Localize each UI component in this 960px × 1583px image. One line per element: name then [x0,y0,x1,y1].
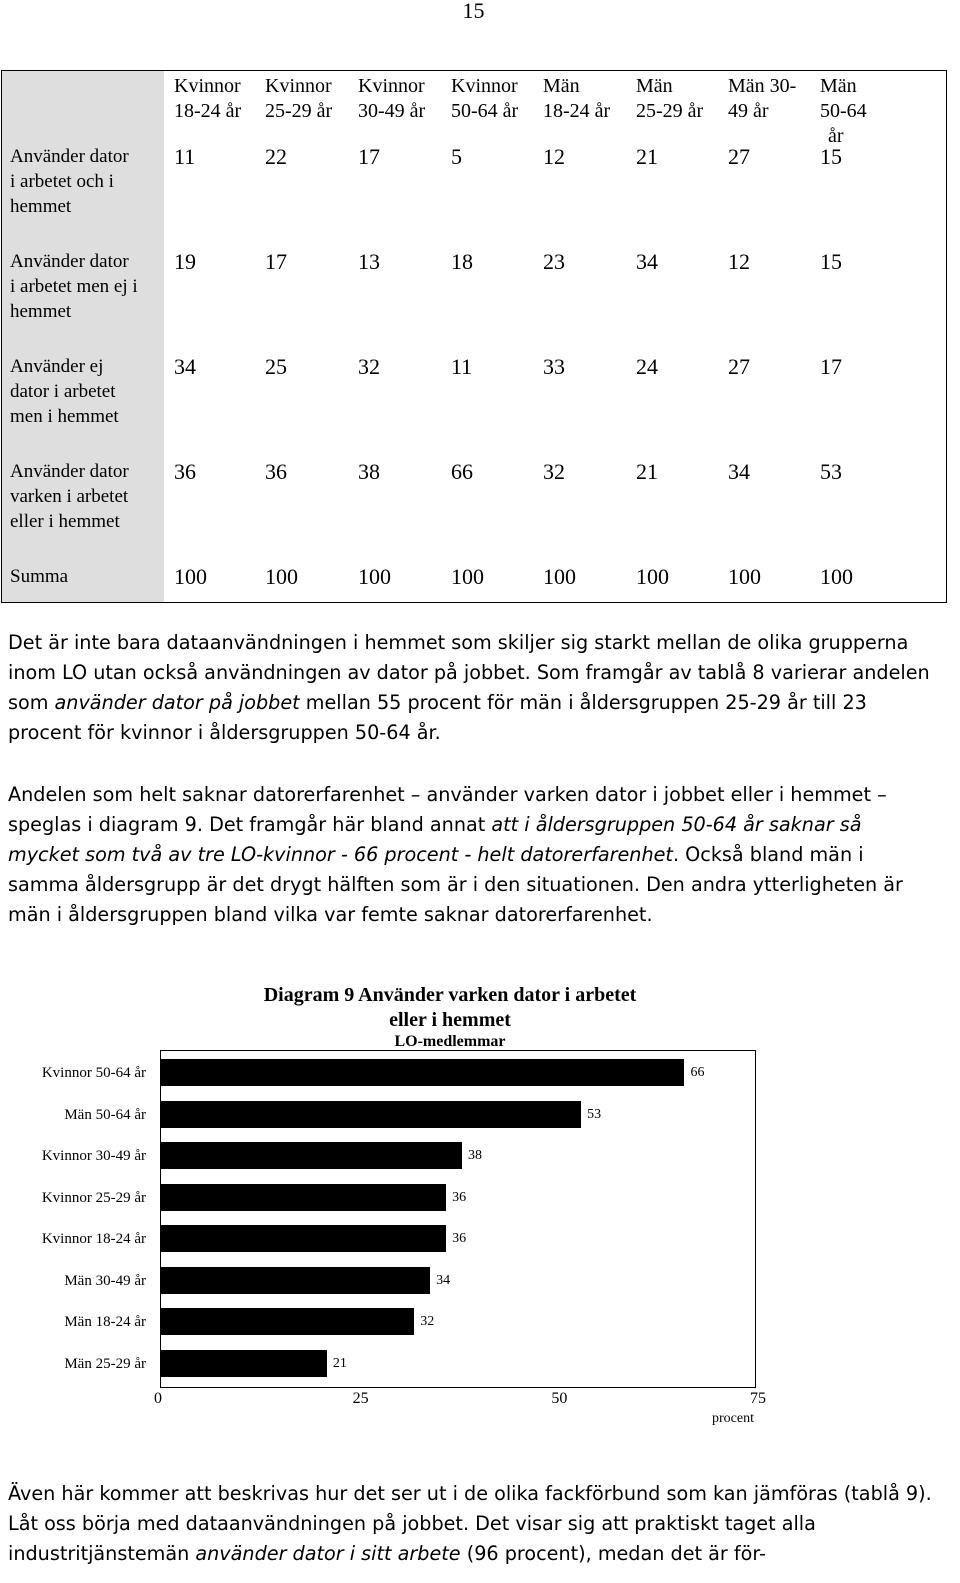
row-label: Använder dator [10,461,129,482]
x-tick-label: 0 [154,1390,162,1407]
bar-value-label: 36 [452,1231,467,1246]
table-cell: 15 [820,144,842,169]
paragraph-emphasis: använder dator i sitt arbete [195,1542,461,1565]
table-cell: 12 [543,144,565,169]
paragraph-text: Andelen som helt saknar datorerfarenhet – använder varken dator i jobbet eller i hemmet – speglas i diagram 9. Det framgår här bland annat [8,783,887,836]
table-cell: 19 [174,249,196,274]
column-header: 30-49 år [358,100,426,122]
table-cell: 100 [174,564,207,589]
column-header: Kvinnor [358,75,425,97]
paragraph-text: mellan 55 procent för män i åldersgruppen 25-29 år till 23 procent för kvinnor i åldersgruppen 50-64 år. [8,691,867,744]
table-cell: 100 [265,564,298,589]
bar [160,1059,684,1086]
bar-value-label: 21 [332,1355,347,1371]
table-cell: 18 [451,249,473,274]
row-label: men i hemmet [10,406,119,427]
category-label: Män 30-49 år [64,1272,146,1289]
x-tick-label: 50 [551,1390,568,1407]
bar [160,1184,446,1211]
table-cell: 23 [543,249,565,274]
column-header: 18-24 år [174,100,242,122]
table-cell: 34 [174,354,196,379]
bar-value-label: 66 [690,1065,705,1080]
table-cell: 33 [543,354,565,379]
category-label: Män 25-29 år [64,1355,146,1372]
bar-value-label: 34 [436,1272,451,1288]
paragraph-text: Det är inte bara dataanvändningen i hemmet som skiljer sig starkt mellan de olika grupperna inom LO utan också användningen av dator på jobbet. Som framgår av tablå 8 varierar andelen som [8,631,930,714]
category-label: Män 50-64 år [64,1106,146,1123]
table-cell: 22 [265,144,287,169]
paragraph-text: Även här kommer att beskrivas hur det ser ut i de olika fackförbund som kan jämföras (tablå 9). Låt oss börja med dataanvändningen på jobbet. Det visar sig att praktiskt taget alla industritjänstemän [8,1482,932,1565]
table-cell: 34 [728,459,750,484]
column-header: 25-29 år [636,100,704,122]
table-cell: 100 [636,564,669,589]
row-label: i arbetet men ej i [10,276,138,297]
table-cell: 100 [543,564,576,589]
table-cell: 13 [358,249,380,274]
column-header: Män [820,75,857,97]
bar [160,1225,446,1252]
column-header: Män 30- [728,75,797,97]
table-cell: 21 [636,459,658,484]
table-cell: 27 [728,144,750,169]
column-header: Kvinnor [451,75,518,97]
table-cell: 12 [728,249,750,274]
table-cell: 25 [265,354,287,379]
column-header: Män [543,75,580,97]
table-cell: 5 [451,144,462,169]
bar [160,1101,581,1128]
bar [160,1350,327,1377]
column-header: 25-29 år [265,100,333,122]
column-header: Män [636,75,673,97]
table-cell: 66 [451,459,473,484]
chart-title-line-2: eller i hemmet [389,1009,511,1031]
row-label: varken i arbetet [10,486,129,507]
row-label: Använder dator [10,251,129,272]
table-cell: 34 [636,249,658,274]
column-header: Kvinnor [265,75,332,97]
table-cell: 38 [358,459,380,484]
data-table [1,70,947,603]
table-cell: 53 [820,459,842,484]
bar-value-label: 53 [587,1106,602,1122]
category-label: Kvinnor 50-64 år [41,1065,146,1081]
table-cell: 100 [358,564,391,589]
bar-value-label: 36 [452,1189,467,1205]
table-cell: 11 [174,144,196,169]
table-cell: 17 [820,354,842,379]
column-header: år [828,125,844,147]
paragraph-text: (96 procent), medan det är för- [460,1542,766,1565]
row-label: eller i hemmet [10,511,120,532]
bar [160,1267,430,1294]
paragraph-emphasis: att i åldersgruppen 50-64 år saknar så mycket som två av tre LO-kvinnor - 66 procent - helt datorerfarenhet [8,813,862,866]
table-cell: 15 [820,249,842,274]
row-label: i arbetet och i [10,171,114,192]
paragraph-3 [8,1479,933,1569]
table-cell: 27 [728,354,750,379]
paragraph-emphasis: använder dator på jobbet [54,691,300,714]
row-label: hemmet [10,301,72,322]
chart-title-line-1: Diagram 9 Använder varken dator i arbetet [263,984,637,1006]
bar-value-label: 38 [467,1148,482,1163]
row-label: dator i arbetet [10,381,116,402]
row-label: Summa [10,566,69,587]
table-cell: 36 [174,459,196,484]
category-label: Män 18-24 år [64,1314,146,1330]
column-header: 50-64 [820,100,867,122]
x-axis-unit: procent [712,1411,754,1426]
table-cell: 17 [265,249,287,274]
table-cell: 24 [636,354,658,379]
table-cell: 11 [451,354,473,379]
page-number: 15 [462,0,485,23]
chart [0,975,960,1435]
row-label: Använder dator [10,146,129,167]
column-header: 49 år [728,100,769,122]
bar-value-label: 32 [420,1314,435,1329]
category-label: Kvinnor 30-49 år [41,1148,146,1164]
table-cell: 21 [636,144,658,169]
bar [160,1142,462,1169]
x-tick-label: 25 [352,1390,369,1407]
category-label: Kvinnor 25-29 år [41,1189,146,1206]
table-cell: 100 [728,564,761,589]
bar [160,1308,414,1335]
table-cell: 36 [265,459,287,484]
category-label: Kvinnor 18-24 år [41,1231,146,1247]
paragraph-text: . Också bland män i samma åldersgrupp är det drygt hälften som är i den situationen. Den andra ytterligheten är män i åldersgruppen bland vilka var femte saknar datorerfarenhet. [8,843,903,926]
row-label: hemmet [10,196,72,217]
paragraph-1 [8,628,933,748]
paragraph-2 [8,780,933,930]
table-cell: 100 [451,564,484,589]
column-header: 18-24 år [543,100,611,122]
column-header: 50-64 år [451,100,519,122]
table-cell: 32 [358,354,380,379]
column-header: Kvinnor [174,75,241,97]
table-cell: 17 [358,144,380,169]
x-tick-label: 75 [750,1390,766,1407]
row-label: Använder ej [10,356,104,377]
chart-subtitle: LO-medlemmar [394,1033,506,1050]
table-cell: 32 [543,459,565,484]
table-cell: 100 [820,564,853,589]
